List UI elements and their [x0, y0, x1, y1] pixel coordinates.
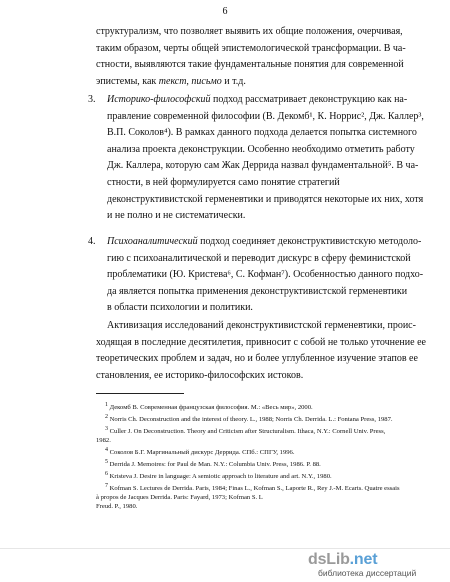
- text-line: стности, в ней формулируется само понятие стратегий: [107, 177, 340, 188]
- text-line: да является попытка применения деконструктивистской герменевтики: [107, 285, 408, 297]
- text-line: становления, ее историко-философских истоков.: [96, 369, 304, 381]
- dslib-logo: dsLib.net: [308, 551, 378, 568]
- text-line: Психоаналитический подход соединяет деконструктивистскую методоло-: [107, 236, 422, 247]
- page-number: 6: [222, 6, 228, 17]
- text-line: и не полно и не систематически.: [107, 210, 246, 222]
- footnote-continuation: à propos de Jacques Derrida. Paris: Fayard, 1973; Kofman S. L: [96, 494, 263, 501]
- list-number-3: 3.: [88, 94, 96, 105]
- text-line: Дж. Каллера, которую сам Жак Деррида назвал фундаментальной⁵. В ча-: [107, 160, 419, 172]
- footnote: $^7$ Kofman S. Lectures de Derrida. Paris, 1984; Finas L., Kofman S., Laporte R., Rey J.-M. Ecarts. Quatre essais: [105, 482, 400, 492]
- text-line: гию с психоаналитической и переводит дискурс в сферу феминистской: [107, 252, 411, 264]
- footnote: $^5$ Derrida J. Memoires: for Paul de Man. N.Y.: Columbia Univ. Press, 1986. P. 88.: [105, 458, 321, 468]
- text-line: правление современной философии (В. Декомб¹, К. Норрис², Дж. Каллер³,: [107, 110, 424, 122]
- watermark[interactable]: [308, 551, 440, 579]
- text-line: структурализм, что позволяет выявить их общие положения, очерчивая,: [96, 26, 403, 37]
- footnote: $^1$ Декомб В. Современная французская философия. М.: «Весь мир», 2000.: [105, 401, 313, 411]
- term-psychoanalytic: Психоаналитический: [107, 236, 198, 247]
- footnote-continuation: Freud. P., 1980.: [96, 503, 138, 510]
- footnote: $^2$ Norris Ch. Deconstruction and the interest of theory. L., 1988; Norris Ch. Derrida. L.: Fontana Press, 1987.: [105, 413, 393, 423]
- text-line: анализа проекта деконструкции. Особенно необходимо отметить работу: [107, 143, 415, 155]
- text-line: в области психологии и политики.: [107, 302, 253, 314]
- footnote: $^4$ Соколов Б.Г. Маргинальный дискурс Деррида. СПб.: СПГУ, 1996.: [105, 446, 295, 456]
- watermark-divider: [0, 548, 450, 549]
- text-line: стности, выявляются такие фундаментальные понятия для современной: [96, 59, 404, 71]
- text-line: проблематики (Ю. Кристева⁶, С. Кофман⁷). Особенностью данного подхо-: [107, 269, 424, 281]
- text-line: В.П. Соколов⁴). В рамках данного подхода делается попытка системного: [107, 127, 417, 139]
- text-line: Активизация исследований деконструктивистской герменевтики, проис-: [107, 320, 416, 331]
- text-line: ходящая в последние десятилетия, привносит с собой не только уточнение ее: [96, 336, 426, 348]
- list-number-4: 4.: [88, 236, 96, 247]
- term-text: текст: [158, 75, 187, 87]
- footnote-continuation: 1982.: [96, 437, 111, 444]
- text-line: Историко-философский подход рассматривает деконструкцию как на-: [107, 94, 408, 105]
- footnote: $^3$ Culler J. On Deconstruction. Theory and Criticism after Structuralism. Ithaca, N.Y.: Cornell Univ. Press,: [105, 425, 386, 435]
- footnote-separator: [96, 393, 184, 394]
- term-historical-philosophical: Историко-философский: [107, 94, 211, 105]
- text-line: теоретических проблем и задач, но и более углубленное изучение этапов ее: [96, 353, 418, 365]
- text-line: эпистемы, как текст, письмо и т.д.: [96, 75, 246, 87]
- text-line: деконструктивистской герменевтики и приводятся некоторые их них, хотя: [107, 193, 424, 205]
- text-line: таким образом, черты общей эпистемологической трансформации. В ча-: [96, 42, 406, 54]
- watermark-tagline: библиотека диссертаций: [318, 568, 417, 578]
- term-writing: письмо: [191, 75, 222, 87]
- footnote: $^6$ Kristeva J. Desire in language: A semiotic approach to literature and art. N.Y., 1980.: [105, 470, 332, 480]
